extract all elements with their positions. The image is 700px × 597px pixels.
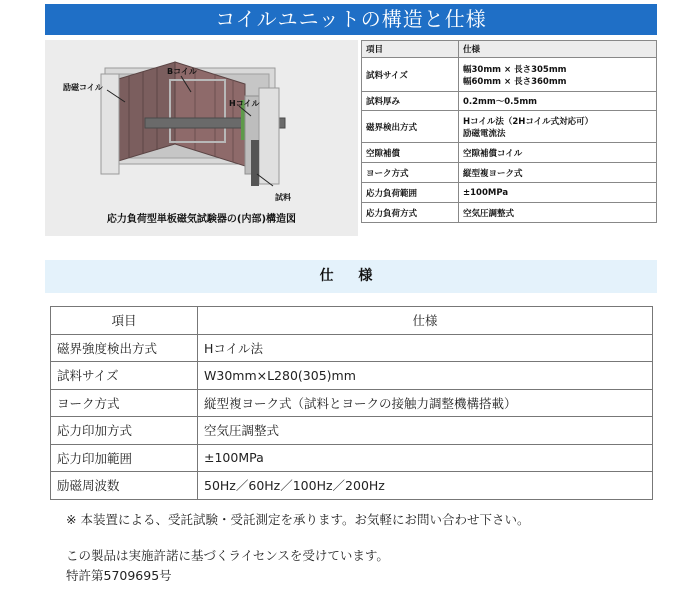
table-row bbox=[362, 143, 657, 163]
row-value: 50Hz／60Hz／100Hz／200Hz bbox=[198, 472, 653, 500]
row-key: 磁界強度検出方式 bbox=[51, 334, 198, 362]
section-title: 仕 様 bbox=[45, 260, 657, 293]
table-row bbox=[51, 362, 653, 390]
row-key: 試料サイズ bbox=[362, 58, 459, 92]
table-row bbox=[362, 111, 657, 143]
table-row bbox=[51, 444, 653, 472]
table-header-row bbox=[51, 307, 653, 335]
patent-note: 特許第5709695号 bbox=[66, 568, 172, 583]
table-row bbox=[362, 183, 657, 203]
row-value: Hコイル法 bbox=[198, 334, 653, 362]
header-spec: 仕様 bbox=[459, 41, 657, 58]
row-value bbox=[459, 111, 657, 143]
table-row bbox=[362, 163, 657, 183]
row-key: 励磁周波数 bbox=[51, 472, 198, 500]
row-value: 空気圧調整式 bbox=[198, 417, 653, 445]
table-header-row bbox=[362, 41, 657, 58]
row-key: ヨーク方式 bbox=[362, 163, 459, 183]
row-value-line: 幅30mm × 長さ305mm bbox=[463, 64, 567, 75]
row-value: ±100MPa bbox=[198, 444, 653, 472]
row-key: 応力負荷方式 bbox=[362, 203, 459, 223]
table-row bbox=[362, 58, 657, 92]
row-value: 0.2mm〜0.5mm bbox=[459, 92, 657, 111]
table-row bbox=[51, 334, 653, 362]
license-note: この製品は実施許諾に基づくライセンスを受けています。 bbox=[66, 548, 389, 563]
row-key: 応力負荷範囲 bbox=[362, 183, 459, 203]
row-key: 試料厚み bbox=[362, 92, 459, 111]
row-key: 磁界検出方式 bbox=[362, 111, 459, 143]
row-value: 空隙補償コイル bbox=[459, 143, 657, 163]
table-row bbox=[362, 92, 657, 111]
row-value: 縦型複ヨーク式 bbox=[459, 163, 657, 183]
page-banner: コイルユニットの構造と仕様 bbox=[45, 4, 657, 35]
row-value-line: 幅60mm × 長さ360mm bbox=[463, 76, 567, 87]
b-coil-label: Bコイル bbox=[167, 67, 197, 76]
row-key: 応力印加方式 bbox=[51, 417, 198, 445]
row-value bbox=[459, 58, 657, 92]
row-key: ヨーク方式 bbox=[51, 389, 198, 417]
coil-unit-drawing bbox=[45, 40, 358, 210]
table-row bbox=[51, 472, 653, 500]
diagram-caption: 応力負荷型単板磁気試験器の(内部)構造図 bbox=[106, 214, 297, 225]
unit-spec-table bbox=[361, 40, 657, 223]
excitation-coil-label: 励磁コイル bbox=[63, 83, 103, 92]
row-key: 試料サイズ bbox=[51, 362, 198, 390]
header-item: 項目 bbox=[51, 307, 198, 335]
row-value: ±100MPa bbox=[459, 183, 657, 203]
service-note: ※ 本装置による、受託試験・受託測定を承ります。お気軽にお問い合わせ下さい。 bbox=[66, 512, 530, 527]
sample-label: 試料 bbox=[275, 193, 291, 202]
row-key: 応力印加範囲 bbox=[51, 444, 198, 472]
table-row bbox=[362, 203, 657, 223]
h-coil-label: Hコイル bbox=[229, 99, 260, 108]
row-value: 空気圧調整式 bbox=[459, 203, 657, 223]
row-key: 空隙補償 bbox=[362, 143, 459, 163]
spec-table bbox=[50, 306, 653, 500]
table-row bbox=[51, 389, 653, 417]
row-value: W30mm×L280(305)mm bbox=[198, 362, 653, 390]
structure-diagram bbox=[45, 40, 358, 236]
header-spec: 仕様 bbox=[198, 307, 653, 335]
header-item: 項目 bbox=[362, 41, 459, 58]
row-value-line: 励磁電流法 bbox=[463, 128, 506, 139]
row-value-line: Hコイル法（2Hコイル式対応可） bbox=[463, 116, 594, 127]
table-row bbox=[51, 417, 653, 445]
row-value: 縦型複ヨーク式（試料とヨークの接触力調整機構搭載） bbox=[198, 389, 653, 417]
